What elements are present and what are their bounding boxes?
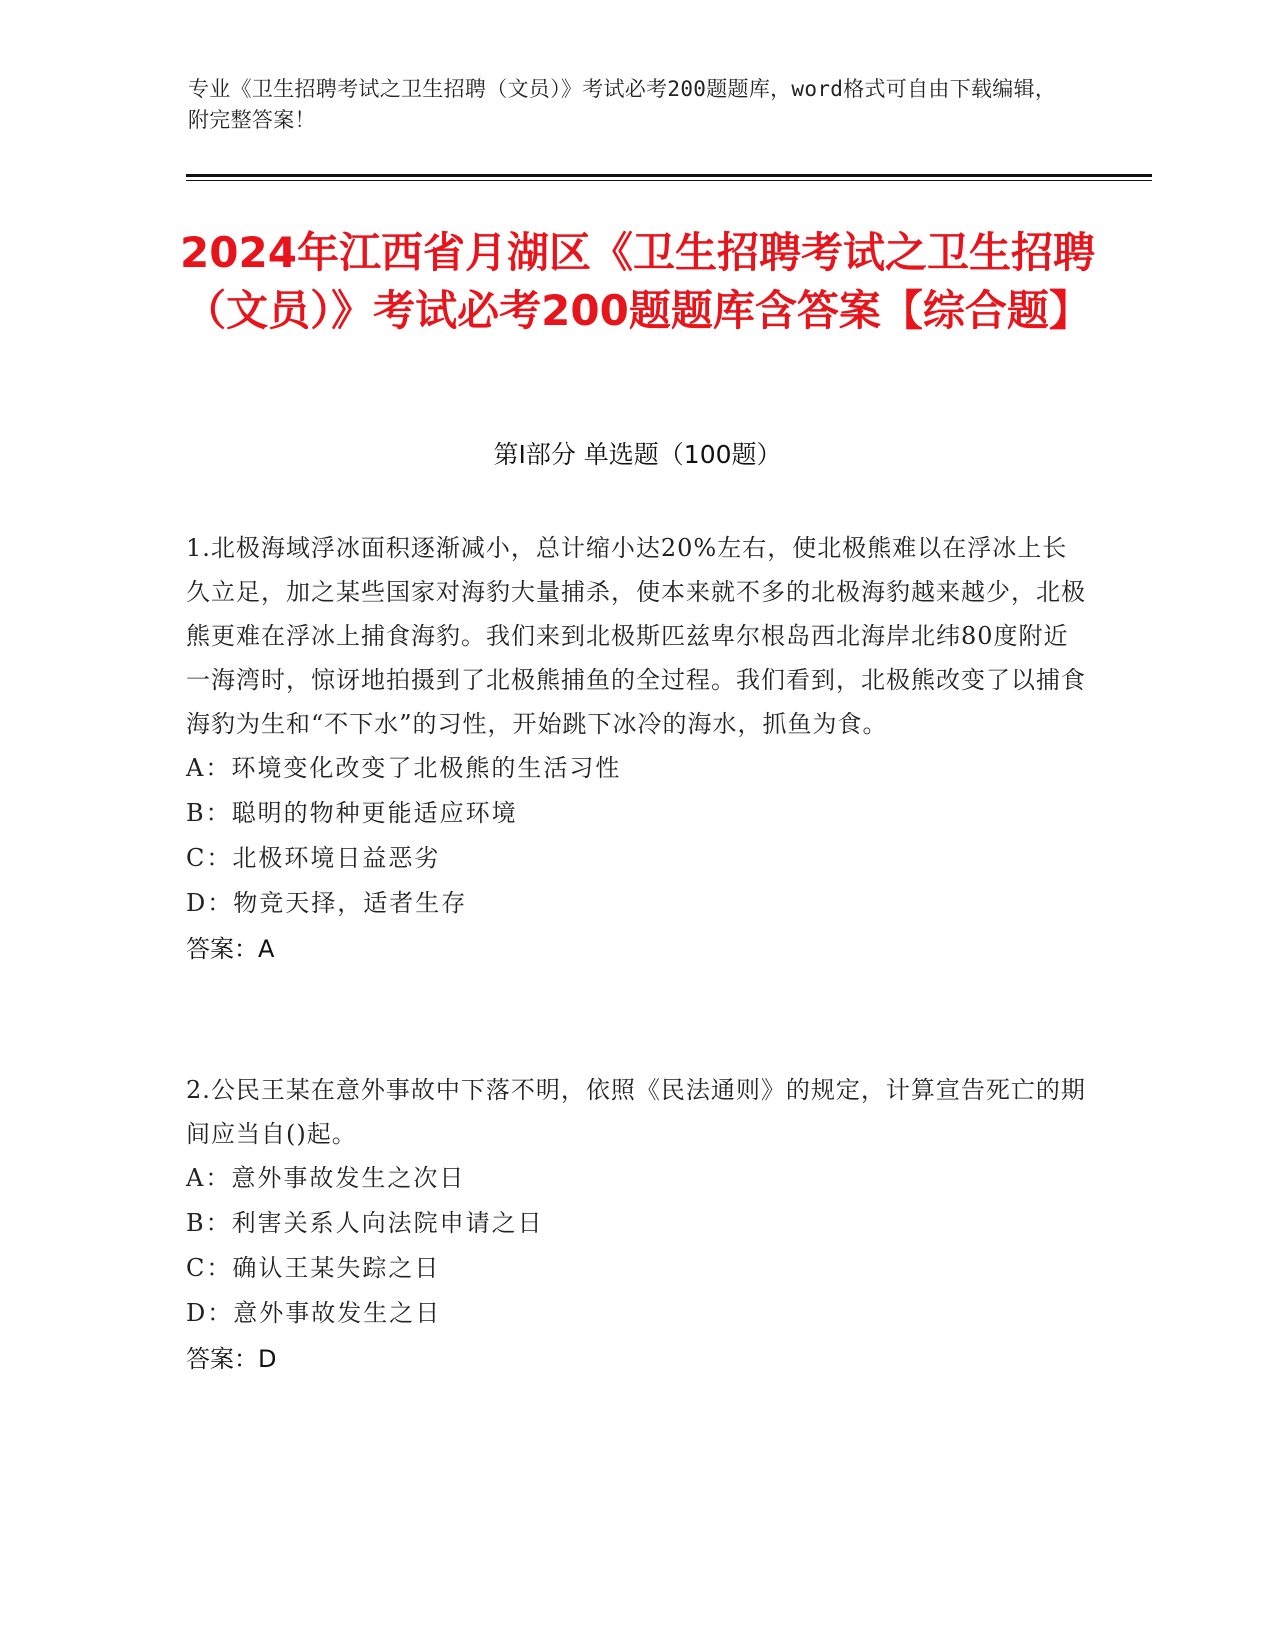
section-heading: 第I部分 单选题（100题） bbox=[493, 440, 782, 469]
header-rule-thin bbox=[186, 180, 1152, 181]
header-rule-thick bbox=[186, 174, 1152, 177]
question-1 bbox=[186, 526, 1086, 972]
question-stem: 1.北极海域浮冰面积逐渐减小，总计缩小达20%左右，使北极熊难以在浮冰上长久立足，加之某些国家对海豹大量捕杀，使本来就不多的北极海豹越来越少，北极熊更难在浮冰上捕食海豹。我们来到北极斯匹兹卑尔根岛西北海岸北纬80度附近一海湾时，惊讶地拍摄到了北极熊捕鱼的全过程。我们看到，北极熊改变了以捕食海豹为生和“不下水”的习性，开始跳下冰冷的海水，抓鱼为食。 bbox=[186, 534, 1086, 738]
option-c: C：北极环境日益恶劣 bbox=[186, 844, 441, 872]
option-c: C：确认王某失踪之日 bbox=[186, 1254, 441, 1282]
option-a: A：环境变化改变了北极熊的生活习性 bbox=[186, 754, 622, 782]
question-2 bbox=[186, 1068, 1086, 1382]
option-b: B：利害关系人向法院申请之日 bbox=[186, 1209, 544, 1237]
answer: 答案：A bbox=[186, 935, 275, 963]
option-a: A：意外事故发生之次日 bbox=[186, 1164, 466, 1192]
header-note: 专业《卫生招聘考试之卫生招聘（文员）》考试必考200题题库，word格式可自由下载编辑，附完整答案！ bbox=[188, 77, 1057, 132]
document-title: 2024年江西省月湖区《卫生招聘考试之卫生招聘（文员）》考试必考200题题库含答案【综合题】 bbox=[180, 228, 1095, 335]
option-d: D：意外事故发生之日 bbox=[186, 1299, 442, 1327]
question-stem: 2.公民王某在意外事故中下落不明，依照《民法通则》的规定，计算宣告死亡的期间应当自()起。 bbox=[186, 1076, 1086, 1148]
option-b: B：聪明的物种更能适应环境 bbox=[186, 799, 518, 827]
answer: 答案：D bbox=[186, 1345, 277, 1373]
option-d: D：物竞天择，适者生存 bbox=[186, 889, 468, 917]
